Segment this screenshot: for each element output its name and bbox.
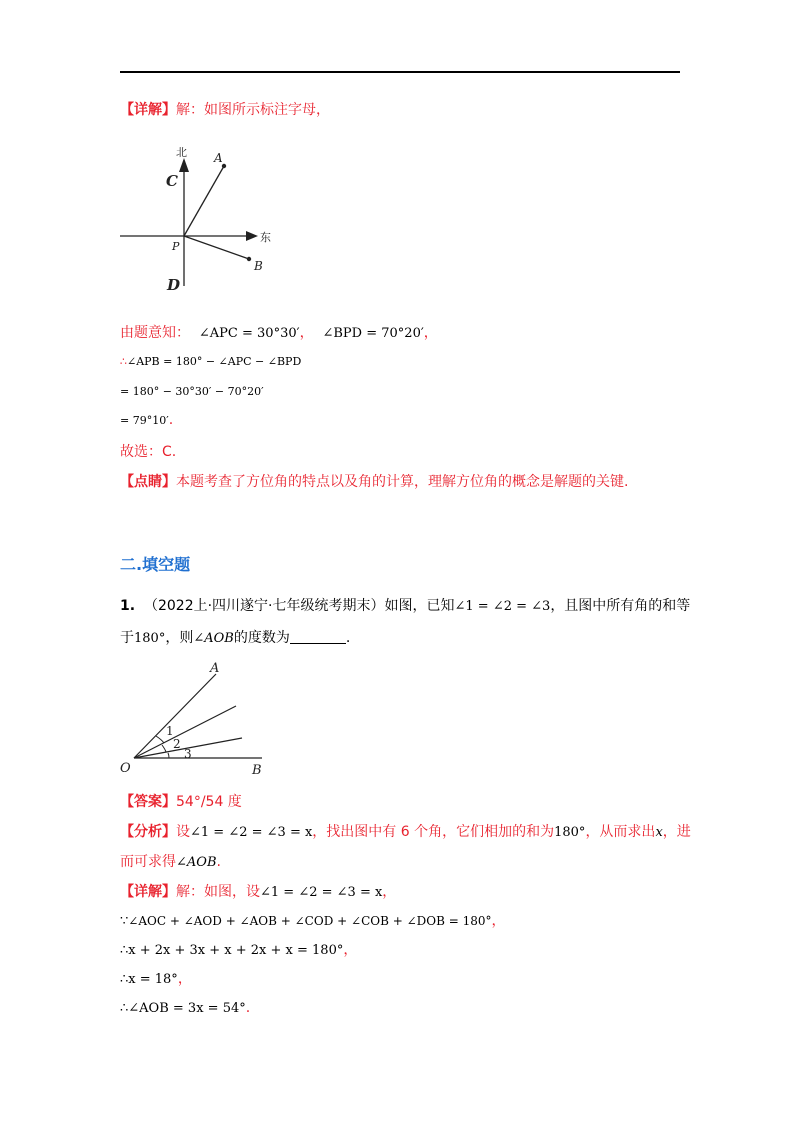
therefore-symbol: ∴ [120,355,127,368]
comma: ， [177,971,192,987]
comma: ， [382,884,397,900]
detail2-line-1 [120,882,396,903]
angle-figure [118,656,278,780]
analysis-line-2 [120,852,221,873]
therefore-symbol: ∴ [120,1001,129,1016]
comment-line [120,472,628,492]
step3: = 79°10′ [120,414,169,427]
given-line [120,323,438,344]
comment-tag: 【点睛】 [120,474,176,490]
analysis-angle: ∠AOB [176,855,217,870]
label-b: B [254,259,263,273]
answer-alt: /54 度 [200,794,242,810]
detail2-eq3: x = 18° [128,972,178,987]
question-tail: ，且图中所有角的和等 [550,598,691,614]
label-c: C [166,172,178,190]
question-text: ，则 [165,630,194,646]
answer-tag: 【答案】 [120,794,176,810]
detail-line [120,100,330,120]
question-angle: ∠AOB [193,631,234,646]
detail-tag: 【详解】 [120,102,176,118]
ray-pb [184,236,249,259]
comment-text: 本题考查了方位角的特点以及角的计算，理解方位角的概念是解题的关键. [176,474,629,490]
detail2-line-4 [120,969,192,990]
given-bpd: ∠BPD = 70°20′ [322,326,424,341]
answer-blank[interactable] [290,629,346,644]
analysis-tag: 【分析】 [120,824,176,840]
question-line-2 [120,628,350,649]
step3-line [120,410,173,431]
comma: ， [343,942,358,958]
ray-pa [184,166,224,236]
therefore-symbol: ∴ [120,943,129,958]
detail2-eq2: x + 2x + 3x + x + 2x + x = 180° [128,943,344,958]
period: . [168,412,174,428]
question-number: 1. [120,598,136,614]
question-line-1 [120,596,690,617]
analysis-eq: ∠1 = ∠2 = ∠3 = x [190,825,313,840]
question-condition: ∠1 = ∠2 = ∠3 [454,599,551,614]
east-label: 东 [260,231,271,244]
detail-text: 解：如图所示标注字母， [176,102,330,118]
therefore-symbol: ∴ [120,972,129,987]
detail2-text: 解：如图，设 [176,884,260,900]
detail2-eq4: ∠AOB = 3x = 54° [128,1001,246,1016]
label-d: D [167,276,181,294]
detail2-line-2 [120,911,506,932]
label-p: P [172,240,180,253]
arc-3 [168,753,169,758]
arc-2 [162,745,166,752]
comma: ， [299,325,314,341]
east-arrow-icon [246,231,258,241]
question-180: 180° [134,631,166,646]
detail2-tag: 【详解】 [120,884,176,900]
point-b-dot [247,257,251,261]
question-text: 于 [120,630,134,646]
because-symbol: ∵ [120,914,129,929]
analysis-text: 设 [176,824,190,840]
given-apc: ∠APC = 30°30′ [198,326,300,341]
analysis-text: ，进 [662,824,691,840]
step1: ∠APB = 180° − ∠APC − ∠BPD [127,355,302,368]
north-arrow-icon [179,158,189,172]
label-b: B [252,763,262,778]
label-o: O [120,761,131,776]
arc-1 [156,736,164,743]
comma: ， [423,325,438,341]
answer-line [120,792,242,812]
label-2: 2 [173,737,181,751]
detail2-sum: ∠AOC + ∠AOD + ∠AOB + ∠COD + ∠COB + ∠DOB = 180° [128,914,492,928]
comma: ， [491,913,506,929]
step2: = 180° − 30°30′ − 70°20′ [120,385,264,398]
analysis-text: ，从而求出 [585,824,656,840]
analysis-text: ，找出图中有 6 个角，它们相加的和为 [312,824,555,840]
north-label: 北 [176,146,187,159]
step2-line [120,381,264,402]
detail2-eq: ∠1 = ∠2 = ∠3 = x [260,885,383,900]
section-title: 二.填空题 [120,555,191,574]
header-rule [120,71,680,73]
period: . [245,1000,251,1016]
question-text: 的度数为 [233,630,290,646]
label-a: A [210,661,220,676]
label-3: 3 [184,747,192,761]
analysis-text: 而可求得 [120,854,176,870]
direction-figure [118,140,288,300]
question-source: （2022上·四川遂宁·七年级统考期末）如图，已知 [143,598,455,614]
answer-value: 54° [176,794,201,810]
detail2-line-3 [120,940,357,961]
label-a: A [214,151,223,165]
analysis-x: x [655,825,663,840]
period: . [216,854,221,870]
period: . [345,630,351,646]
detail2-line-5 [120,998,250,1019]
analysis-line-1 [120,822,691,843]
analysis-180: 180° [554,825,586,840]
step1-line [120,352,301,372]
label-1: 1 [166,724,174,738]
choice-line: 故选：C. [120,444,177,460]
given-prefix: 由题意知： [120,325,190,341]
